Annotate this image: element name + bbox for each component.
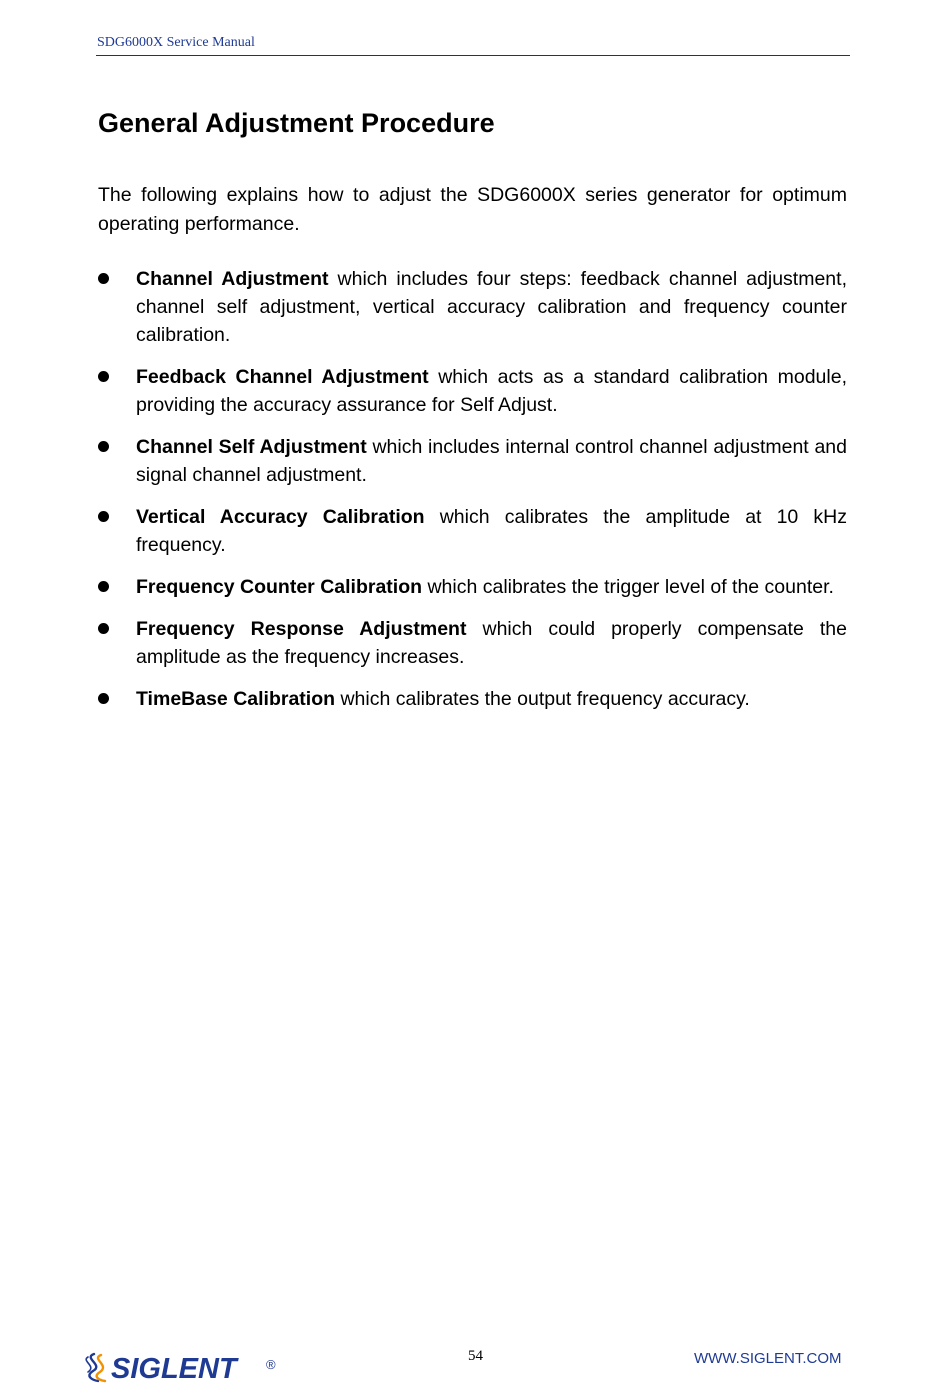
siglent-logo (80, 1351, 280, 1383)
page-title: General Adjustment Procedure (98, 108, 495, 138)
list-item (98, 685, 847, 713)
list-item-text: which includes internal control channel adjustment and signal channel adjustment. (136, 436, 847, 486)
bullet-icon (98, 693, 109, 704)
page-number: 54 (468, 1348, 483, 1364)
list-item (98, 503, 847, 559)
list-item-term: Vertical Accuracy Calibration (136, 506, 425, 528)
list-item-term: Channel Self Adjustment (136, 436, 367, 458)
bullet-icon (98, 371, 109, 382)
logo-wordmark: SIGLENT (111, 1353, 237, 1383)
bullet-icon (98, 273, 109, 284)
list-item-text: which could properly compensate the amplitude as the frequency increases. (136, 618, 847, 668)
bullet-icon (98, 623, 109, 634)
siglent-wave-icon (86, 1354, 105, 1381)
intro-paragraph: The following explains how to adjust the SDG6000X series generator for optimum operating performance. (98, 184, 847, 235)
list-item-text: which calibrates the output frequency accuracy. (335, 688, 750, 710)
list-item-text: which calibrates the trigger level of the counter. (422, 576, 834, 598)
list-item (98, 265, 847, 349)
bullet-icon (98, 511, 109, 522)
list-item-text: which acts as a standard calibration module, providing the accuracy assurance for Self Adjust. (136, 366, 847, 416)
list-item (98, 573, 847, 601)
registered-mark: ® (266, 1357, 276, 1372)
list-item (98, 615, 847, 671)
list-item-term: TimeBase Calibration (136, 688, 336, 710)
bullet-icon (98, 441, 109, 452)
header-title: SDG6000X Service Manual (97, 35, 255, 50)
adjustment-list (98, 265, 847, 727)
list-item-text: which includes four steps: feedback channel adjustment, channel self adjustment, vertical accuracy calibration and frequency counter calibration. (136, 268, 847, 346)
list-item-text: which calibrates the amplitude at 10 kHz frequency. (136, 506, 847, 556)
list-item (98, 363, 847, 419)
list-item-term: Channel Adjustment (136, 268, 329, 290)
header-rule (96, 55, 850, 56)
website-link[interactable]: WWW.SIGLENT.COM (694, 1350, 842, 1367)
list-item (98, 433, 847, 489)
list-item-term: Frequency Response Adjustment (136, 618, 467, 640)
list-item-term: Feedback Channel Adjustment (136, 366, 429, 388)
list-item-term: Frequency Counter Calibration (136, 576, 423, 598)
bullet-icon (98, 581, 109, 592)
